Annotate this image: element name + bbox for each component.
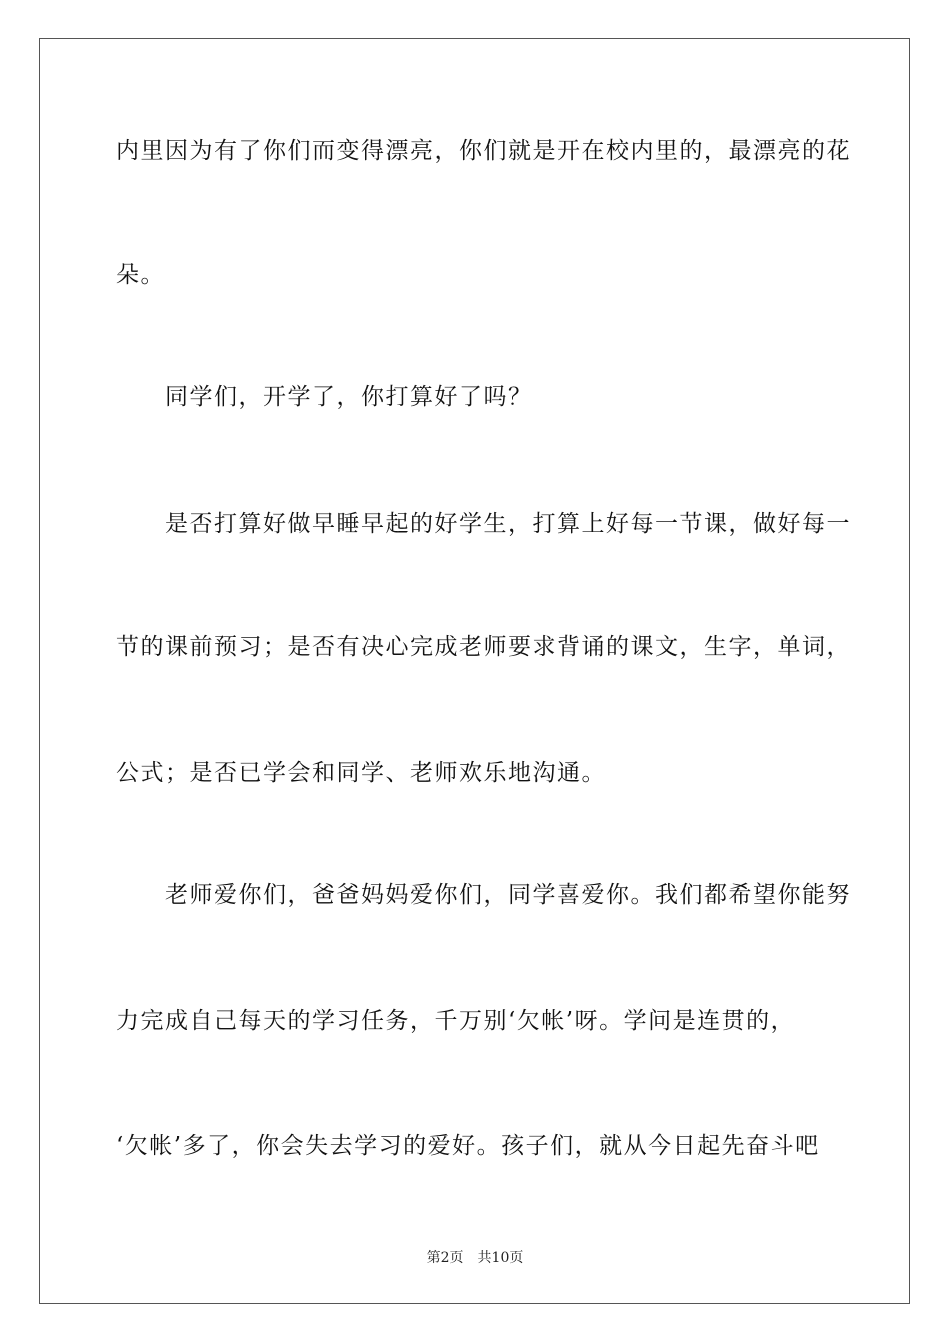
page-number: 第2页 共10页 bbox=[426, 1250, 524, 1266]
text-line: ‘欠帐’多了，你会失去学习的爱好。孩子们，就从今日起先奋斗吧 bbox=[116, 1133, 820, 1159]
text-line: 内里因为有了你们而变得漂亮，你们就是开在校内里的，最漂亮的花 bbox=[116, 138, 851, 164]
text-line: 力完成自己每天的学习任务，千万别‘欠帐’呀。学问是连贯的， bbox=[116, 1008, 796, 1034]
text-line: 节的课前预习；是否有决心完成老师要求背诵的课文，生字，单词， bbox=[116, 634, 851, 660]
page-border bbox=[39, 38, 910, 1304]
text-line: 同学们，开学了，你打算好了吗？ bbox=[116, 384, 533, 410]
text-line: 老师爱你们，爸爸妈妈爱你们，同学喜爱你。我们都希望你能努 bbox=[116, 882, 851, 908]
text-line: 朵。 bbox=[116, 262, 165, 288]
text-line: 公式；是否已学会和同学、老师欢乐地沟通。 bbox=[116, 760, 606, 786]
text-line: 是否打算好做早睡早起的好学生，打算上好每一节课，做好每一 bbox=[116, 511, 851, 537]
